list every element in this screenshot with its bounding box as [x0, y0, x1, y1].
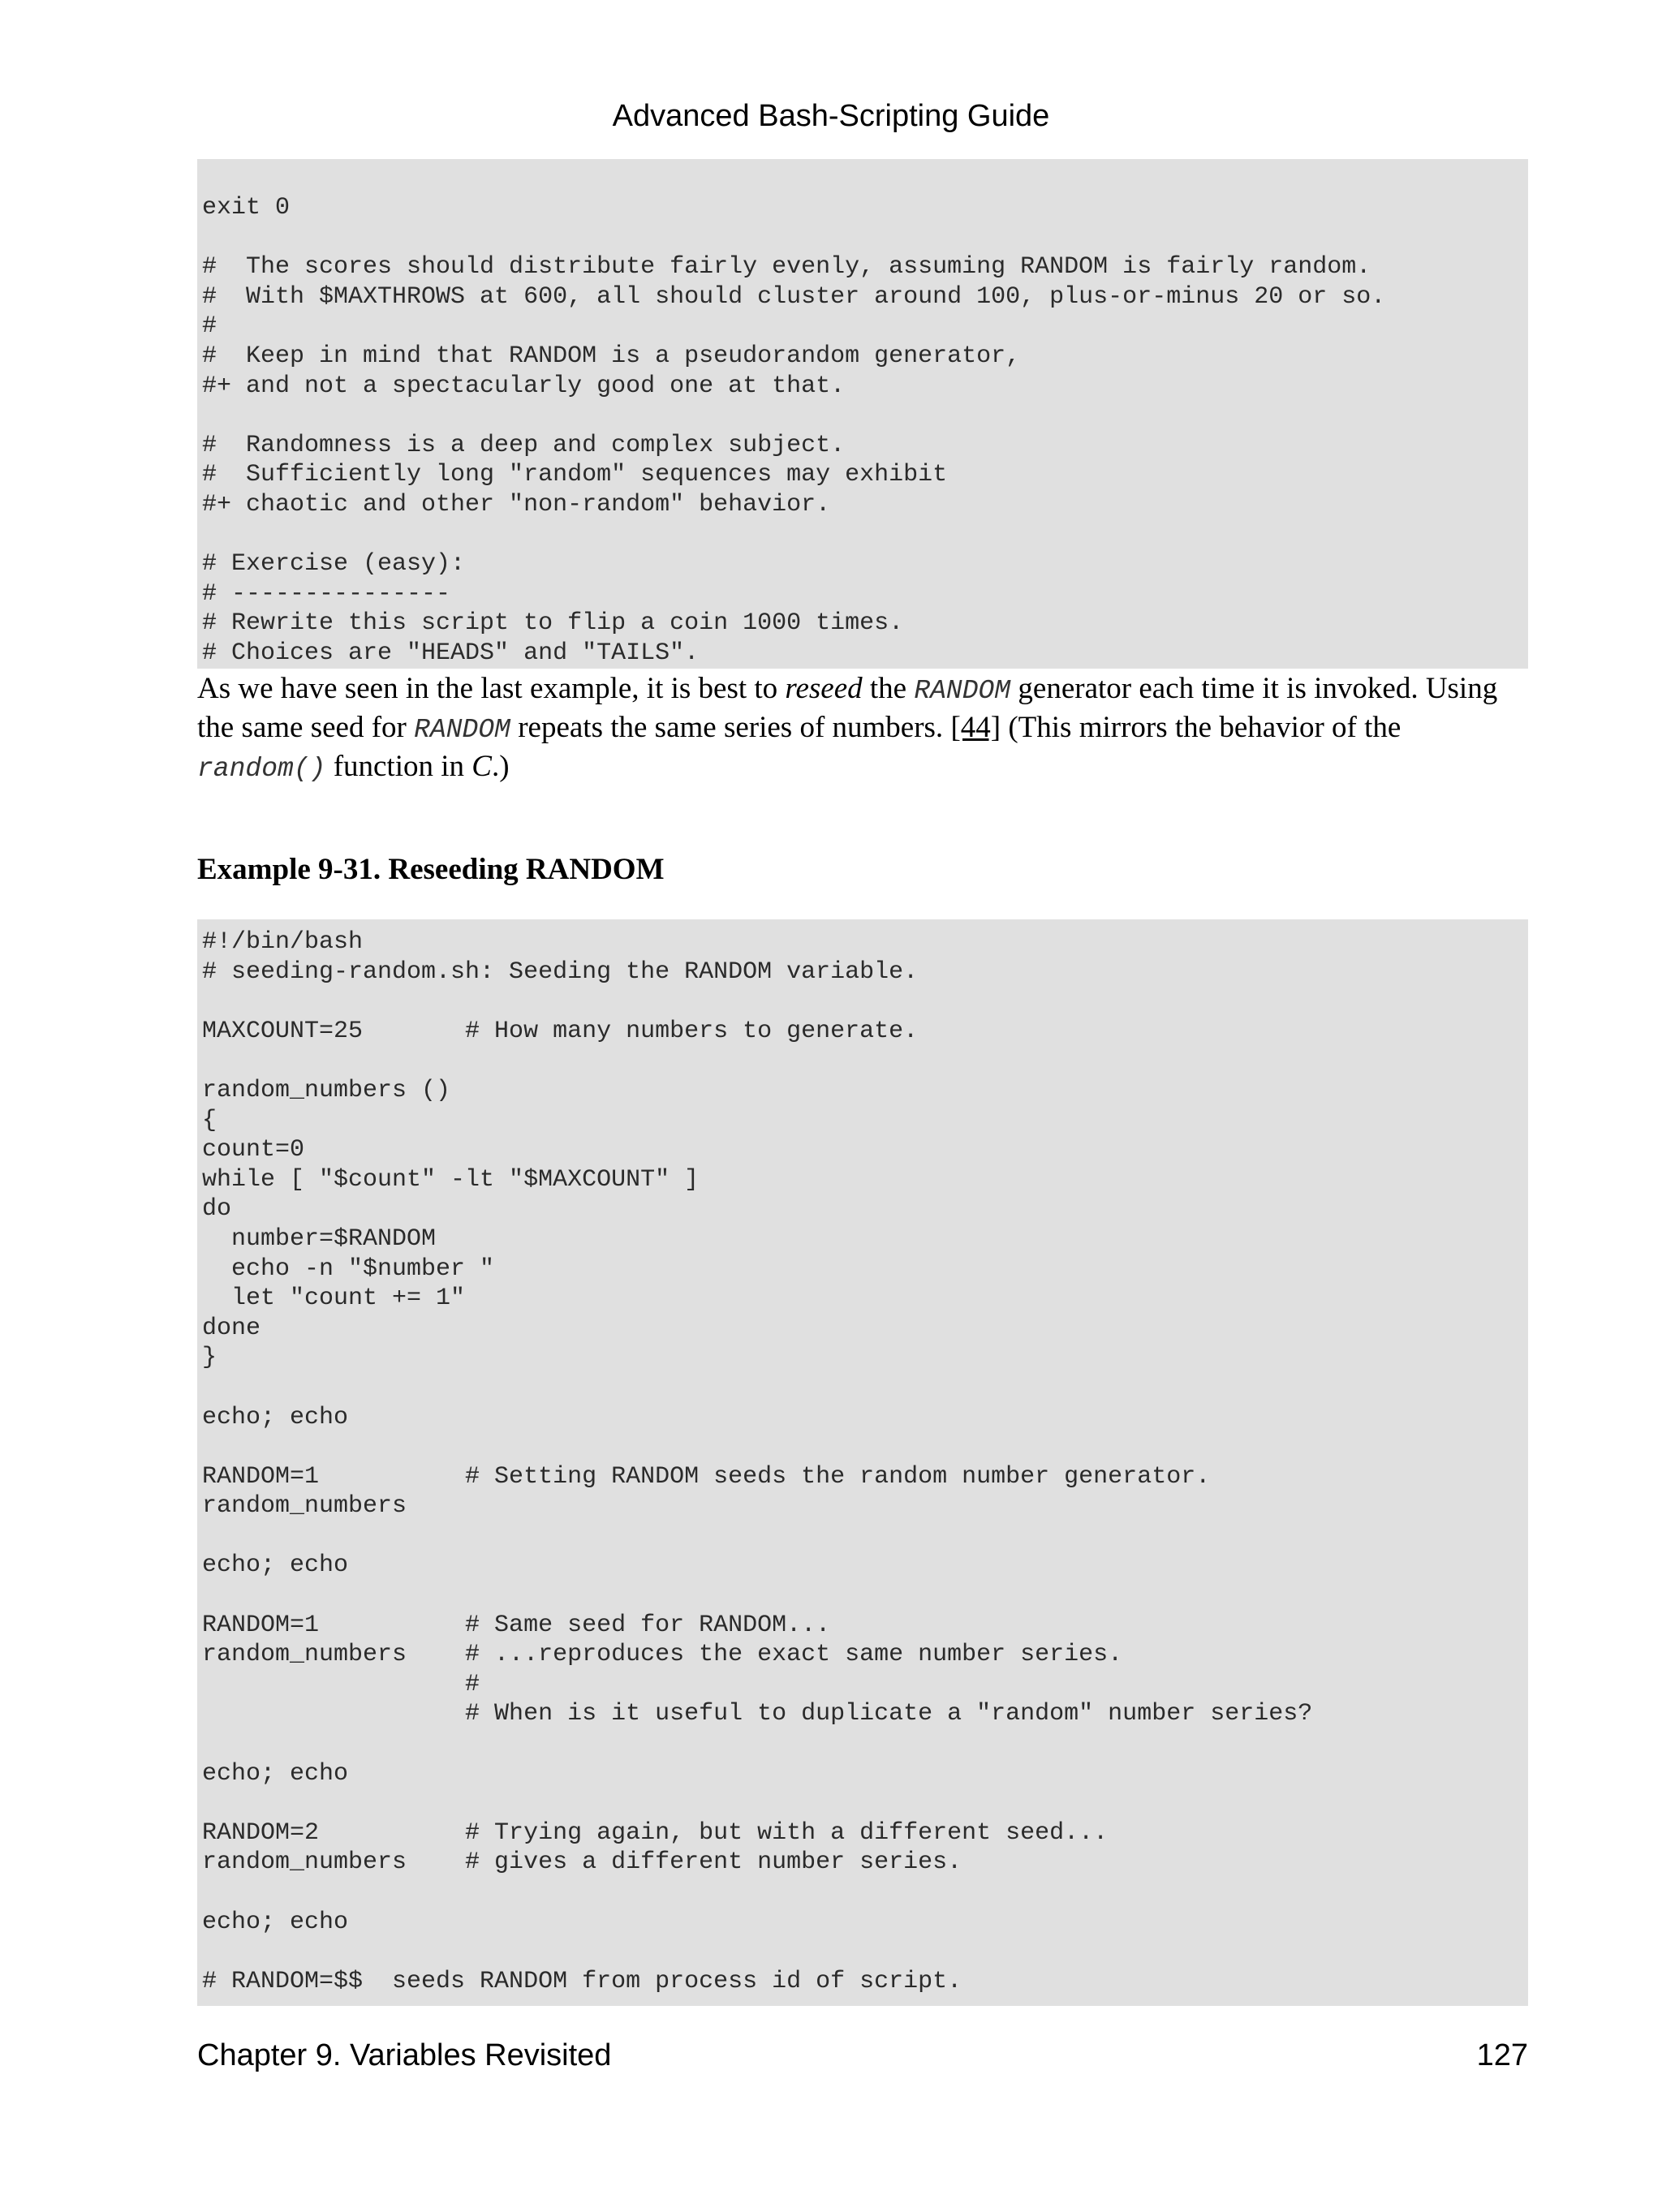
code-line: # seeding-random.sh: Seeding the RANDOM variable. — [202, 958, 919, 986]
paragraph-text: (This mirrors the behavior of the — [1001, 711, 1402, 744]
code-line: echo; echo — [202, 1551, 349, 1580]
language-name: C — [471, 750, 492, 783]
code-line: # Keep in mind that RANDOM is a pseudorandom generator, — [202, 342, 1021, 370]
code-line: echo -n "$number " — [202, 1254, 495, 1283]
code-line: MAXCOUNT=25 # How many numbers to generate. — [202, 1017, 919, 1045]
code-line: # RANDOM=$$ seeds RANDOM from process id of script. — [202, 1967, 962, 1995]
code-line: echo; echo — [202, 1908, 349, 1936]
code-line: random_numbers () — [202, 1076, 451, 1104]
paragraph-text: repeats the same series of numbers. — [510, 711, 951, 744]
code-line: # Choices are "HEADS" and "TAILS". — [202, 639, 700, 667]
code-line: RANDOM=1 # Setting RANDOM seeds the random number generator. — [202, 1462, 1211, 1491]
code-line: echo; echo — [202, 1759, 349, 1788]
code-line: exit 0 — [202, 194, 291, 222]
code-line: #!/bin/bash — [202, 928, 364, 956]
code-line: RANDOM=2 # Trying again, but with a different seed... — [202, 1818, 1109, 1847]
code-line: # With $MAXTHROWS at 600, all should cluster around 100, plus-or-minus 20 or so. — [202, 282, 1386, 311]
code-line: # The scores should distribute fairly evenly, assuming RANDOM is fairly random. — [202, 253, 1371, 282]
code-line: # Exercise (easy): — [202, 550, 466, 579]
code-line: count=0 — [202, 1136, 305, 1164]
code-line: RANDOM=1 # Same seed for RANDOM... — [202, 1611, 831, 1639]
random-variable-name: RANDOM — [914, 676, 1011, 706]
paragraph-text: the — [862, 672, 915, 705]
footnote-link[interactable]: [44] — [950, 711, 1001, 744]
code-line: random_numbers # ...reproduces the exact same number series. — [202, 1641, 1123, 1669]
code-line: # Rewrite this script to flip a coin 1000 times. — [202, 609, 904, 638]
chapter-title: Chapter 9. Variables Revisited — [197, 2038, 612, 2072]
code-line: # --------------- — [202, 579, 451, 608]
code-line: #+ and not a spectacularly good one at that. — [202, 372, 846, 400]
code-line: random_numbers — [202, 1492, 407, 1521]
paragraph-text: function in — [325, 750, 472, 783]
code-line: random_numbers # gives a different number series. — [202, 1848, 962, 1877]
example-title: Example 9-31. Reseeding RANDOM — [197, 853, 665, 886]
body-paragraph — [197, 670, 1528, 787]
code-line: } — [202, 1344, 217, 1372]
running-header: Advanced Bash-Scripting Guide — [612, 99, 1050, 133]
code-line: let "count += 1" — [202, 1285, 466, 1313]
code-line: #+ chaotic and other "non-random" behavior. — [202, 490, 831, 519]
code-line: do — [202, 1195, 232, 1224]
reseed-emphasis: reseed — [785, 672, 863, 705]
code-line: # Randomness is a deep and complex subject. — [202, 431, 846, 459]
code-line: # — [202, 312, 217, 341]
paragraph-text: .) — [491, 750, 510, 783]
random-variable-name: RANDOM — [414, 715, 510, 745]
paragraph-text: generator each time it is invoked. Using the same seed for — [197, 672, 1498, 744]
code-line: { — [202, 1106, 217, 1134]
code-line: while [ "$count" -lt "$MAXCOUNT" ] — [202, 1165, 700, 1194]
code-listing-top — [197, 159, 1528, 669]
code-line: done — [202, 1314, 261, 1342]
running-footer — [197, 2037, 1528, 2074]
code-line: # — [202, 1670, 480, 1698]
code-line: number=$RANDOM — [202, 1224, 437, 1253]
code-line: # When is it useful to duplicate a "random" number series? — [202, 1700, 1313, 1728]
code-line: # Sufficiently long "random" sequences may exhibit — [202, 461, 948, 489]
random-function-name: random() — [197, 754, 326, 784]
code-listing-bottom — [197, 919, 1528, 2006]
paragraph-text: As we have seen in the last example, it is best to — [197, 672, 786, 705]
page-number: 127 — [1476, 2038, 1528, 2072]
code-line: echo; echo — [202, 1403, 349, 1431]
